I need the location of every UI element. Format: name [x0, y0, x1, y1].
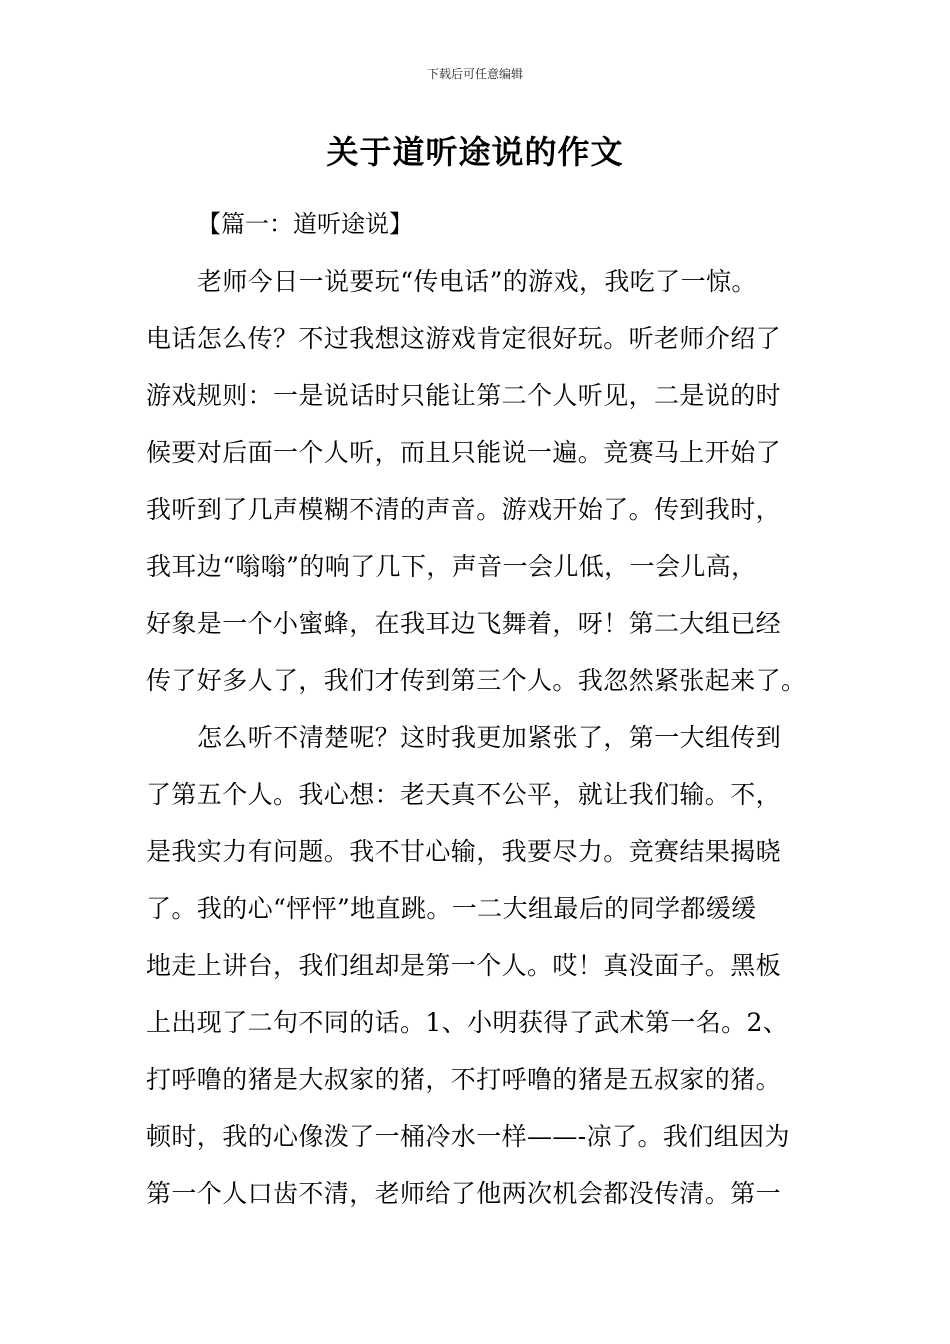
- body-text: [146, 253, 816, 1222]
- paragraph-line: 第一个人口齿不清，老师给了他两次机会都没传清。第一: [146, 1179, 782, 1208]
- paragraph-line: 老师今日一说要玩“传电话”的游戏，我吃了一惊。: [197, 267, 757, 296]
- paragraph-line: 我耳边“嗡嗡”的响了几下，声音一会儿低，一会儿高，: [146, 552, 757, 581]
- paragraph-line: 怎么听不清楚呢？这时我更加紧张了，第一大组传到: [197, 723, 782, 752]
- paragraph-line: 电话怎么传？不过我想这游戏肯定很好玩。听老师介绍了: [146, 324, 782, 353]
- paragraph-line: 地走上讲台，我们组却是第一个人。哎！真没面子。黑板: [146, 951, 782, 980]
- paragraph-line: 好象是一个小蜜蜂，在我耳边飞舞着，呀！第二大组已经: [146, 609, 782, 638]
- document-title: 关于道听途说的作文: [326, 133, 624, 171]
- paragraph-line: 我听到了几声模糊不清的声音。游戏开始了。传到我时，: [146, 495, 782, 524]
- paragraph-line: 顿时，我的心像泼了一桶冷水一样——-凉了。我们组因为: [146, 1122, 790, 1151]
- section-heading: 【篇一：道听途说】: [197, 210, 413, 238]
- paragraph-line: 候要对后面一个人听，而且只能说一遍。竞赛马上开始了: [146, 438, 782, 467]
- paragraph-line: 打呼噜的猪是大叔家的猪，不打呼噜的猪是五叔家的猪。: [146, 1065, 782, 1094]
- paragraph-line: 是我实力有问题。我不甘心输，我要尽力。竞赛结果揭晓: [146, 837, 782, 866]
- header-note: 下载后可任意编辑: [426, 67, 523, 81]
- paragraph-line: 游戏规则：一是说话时只能让第二个人听见，二是说的时: [146, 381, 782, 410]
- paragraph-line: 了第五个人。我心想：老天真不公平，就让我们输。不，: [146, 780, 782, 809]
- paragraph-line: 传了好多人了，我们才传到第三个人。我忽然紧张起来了。: [146, 666, 807, 695]
- paragraph-line: 了。我的心“怦怦”地直跳。一二大组最后的同学都缓缓: [146, 894, 757, 923]
- paragraph-line: 上出现了二句不同的话。1、小明获得了武术第一名。2、: [146, 1008, 789, 1037]
